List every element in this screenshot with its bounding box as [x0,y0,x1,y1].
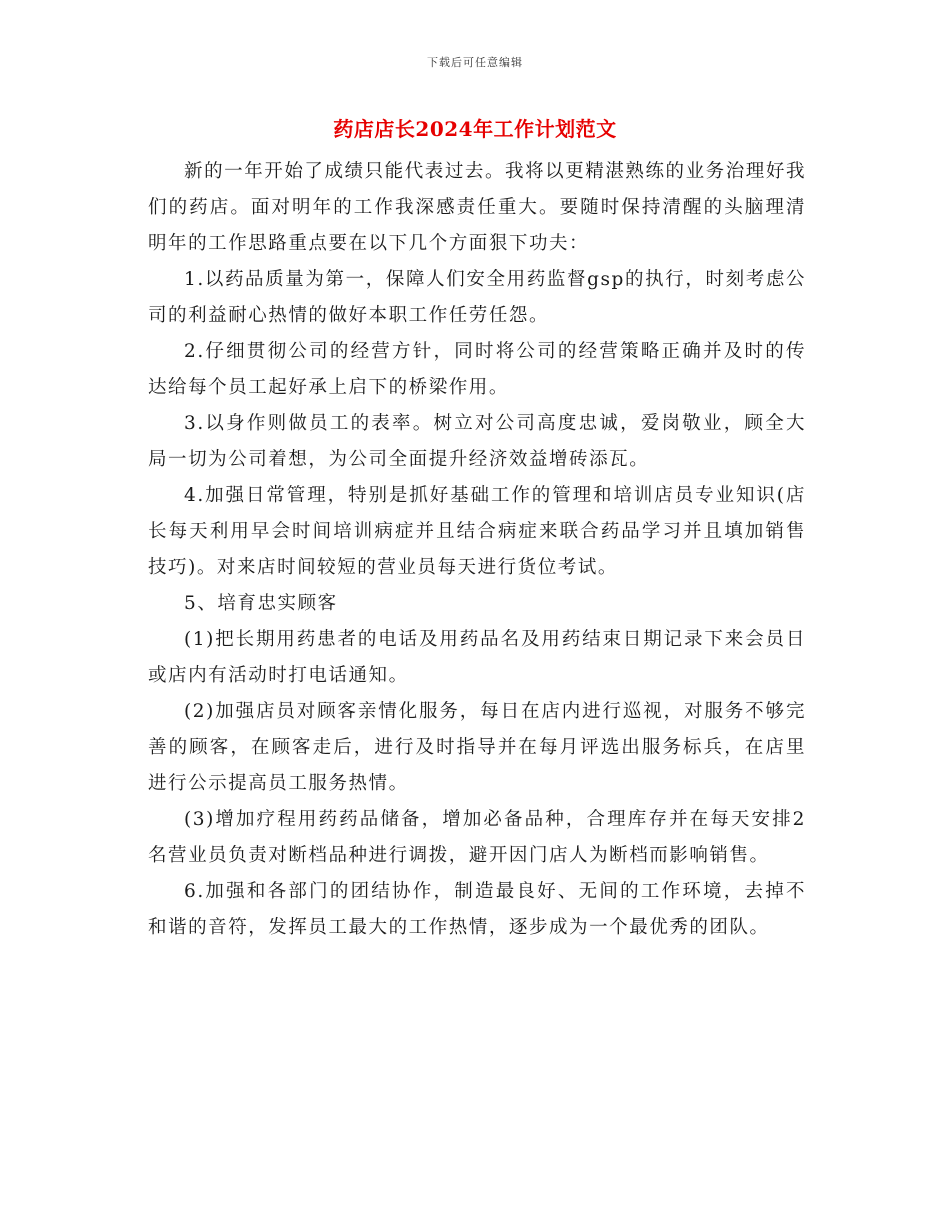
item-5-sub-3-paragraph: (3)增加疗程用药药品储备，增加必备品种，合理库存并在每天安排2名营业员负责对断档品种进行调拨，避开因门店人为断档而影响销售。 [148,809,806,866]
item-5-heading: 5、培育忠实顾客 [184,593,338,614]
header-note: 下载后可任意编辑 [427,56,523,69]
item-5-sub-2-paragraph: (2)加强店员对顾客亲情化服务，每日在店内进行巡视，对服务不够完善的顾客，在顾客走后，进行及时指导并在每月评选出服务标兵，在店里进行公示提高员工服务热情。 [148,701,806,794]
item-4-paragraph: 4.加强日常管理，特别是抓好基础工作的管理和培训店员专业知识(店长每天利用早会时间培训病症并且结合病症来联合药品学习并且填加销售技巧)。对来店时间较短的营业员每天进行货位考试。 [148,485,806,578]
intro-paragraph: 新的一年开始了成绩只能代表过去。我将以更精湛熟练的业务治理好我们的药店。面对明年的工作我深感责任重大。要随时保持清醒的头脑理清明年的工作思路重点要在以下几个方面狠下功夫： [148,161,806,254]
item-2-paragraph: 2.仔细贯彻公司的经营方针，同时将公司的经营策略正确并及时的传达给每个员工起好承上启下的桥梁作用。 [148,341,806,398]
item-6-paragraph: 6.加强和各部门的团结协作，制造最良好、无间的工作环境，去掉不和谐的音符，发挥员工最大的工作热情，逐步成为一个最优秀的团队。 [148,881,806,938]
item-1-paragraph: 1.以药品质量为第一，保障人们安全用药监督gsp的执行，时刻考虑公司的利益耐心热情的做好本职工作任劳任怨。 [148,269,806,326]
item-3-paragraph: 3.以身作则做员工的表率。树立对公司高度忠诚，爱岗敬业，顾全大局一切为公司着想，为公司全面提升经济效益增砖添瓦。 [148,413,806,470]
item-5-sub-1-paragraph: (1)把长期用药患者的电话及用药品名及用药结束日期记录下来会员日或店内有活动时打电话通知。 [148,629,806,686]
document-body [148,154,806,946]
document-title: 药店店长2024年工作计划范文 [333,117,617,141]
